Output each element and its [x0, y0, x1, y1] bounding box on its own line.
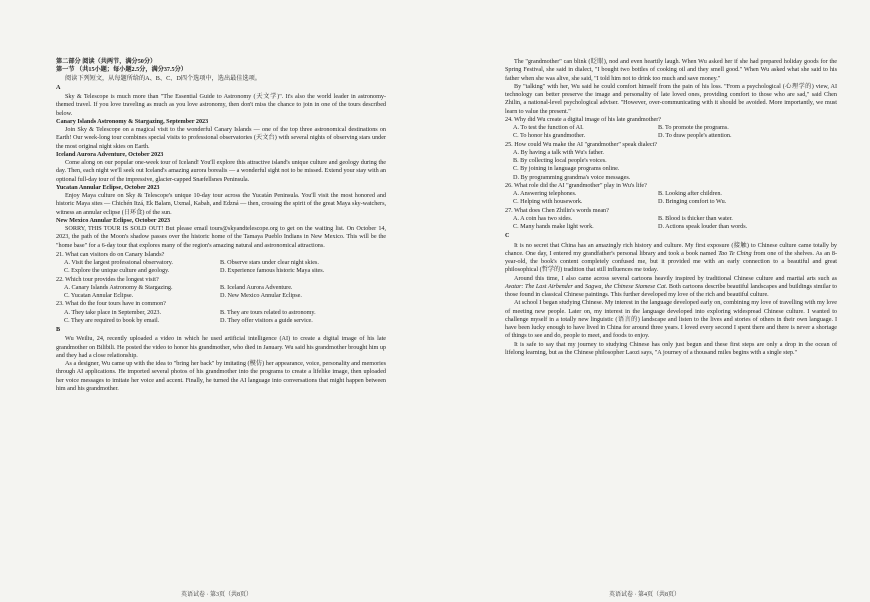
left-page [56, 58, 386, 393]
question-stem: 25. How could Wu make the AI "grandmother" speak dialect? [505, 140, 658, 148]
option: C. To honor his grandmother. [513, 132, 586, 140]
option: B. Observe stars under clear night skies. [220, 259, 319, 266]
option: B. Blood is thicker than water. [658, 214, 733, 222]
option: D. Bringing comfort to Wu. [658, 198, 727, 206]
option: A. To test the function of AI. [513, 124, 584, 131]
passage-a-paragraph: Sky & Telescope is much more than "The Essential Guide to Astronomy (天文学)". It's also the world leader in astronomy-themed travel. If you love traveling as much as you love astronomy, then don't miss the chance to join in one of the tours described below. [56, 93, 386, 117]
question-stem: 24. Why did Wu create a digital image of his late grandmother? [505, 115, 662, 123]
text-run: from one of the shelves. As an 8-year-old, the book's content completely confused me, but it provided me with an early connection to a beautiful and great philosophical (哲学的) tradition that still influences me today. [505, 249, 837, 274]
option: B. By collecting local people's voices. [513, 157, 607, 164]
option: C. Yucatan Annular Eclipse. [64, 292, 134, 299]
option: A. Canary Islands Astronomy & Stargazing. [64, 283, 173, 291]
question-stem: 27. What does Chen Zhilin's words mean? [505, 206, 609, 214]
option: C. By joining in language programs online. [513, 165, 620, 173]
passage-c-paragraph [505, 275, 837, 300]
option: A. Answering telephones. [513, 190, 577, 197]
tour-heading: Canary Islands Astronomy & Stargazing, September 2023 [56, 117, 209, 125]
tour-heading: New Mexico Annular Eclipse, October 2023 [56, 216, 171, 224]
option-row [56, 259, 386, 267]
option-row [505, 132, 837, 140]
passage-a-paragraph: Join Sky & Telescope on a magical visit to the wonderful Canary Islands — one of the top three astronomical destinations on Earth! Our week-long tour combines special visits to professional observatories (天文台) with several nights of observing stars under the most original night skies on Earth. [56, 126, 386, 150]
option: D. They offer visitors a guide service. [220, 316, 313, 324]
option-row [56, 317, 386, 325]
passage-a-paragraph: SORRY, THIS TOUR IS SOLD OUT! But please email tours@skyandtelescope.org to get on the waiting list. On October 14, 2023, the path of the Moon's shadow passes over the historic home of the Tamaya Pueblo Indians in New Mexico. This will be the "home base" for a 6-day tour that explores many of the region's amazing natural and astronomical attractions. [56, 225, 386, 249]
option: C. Helping with housework. [513, 198, 583, 206]
section-subtitle: 第一节 （共15小题；每小题2.5分，满分37.5分） [56, 66, 187, 74]
question-stem: 22. Which tour provides the longest visit? [56, 275, 159, 283]
page-footer-left: 英语试卷 · 第3页（共8页） [181, 592, 252, 598]
option: A. By having a talk with Wu's father. [513, 148, 604, 156]
cartoon-title: Sagwa, the Chinese Siamese Cat [585, 282, 666, 290]
text-run: . Both cartoons describe beautiful landscapes and buildings similar to those found in classical Chinese paintings. This further developed my love of the rich and beautiful culture. [505, 282, 837, 298]
tour-heading: Iceland Aurora Adventure, October 2023 [56, 150, 164, 158]
tour-heading: Yucatan Annular Eclipse, October 2023 [56, 183, 160, 191]
option-row [505, 190, 837, 198]
question-stem: 23. What do the four tours have in common? [56, 300, 166, 308]
option: B. Looking after children. [658, 190, 722, 197]
passage-a-paragraph: Enjoy Maya culture on Sky & Telescope's unique 10-day tour across the Yucatán Peninsula. You'll visit the most honored and historic Maya sites — Chichén Itzá, Ek Balam, Uxmal, Kabah, and Edzná — then, crossing the spirit of the great Maya sky-watchers, witness an annular eclipse (日环食) of the sun. [56, 192, 386, 216]
passage-c-paragraph: It is safe to say that my journey to studying Chinese has only just begun and these first steps are only a drop in the ocean of lifelong learning, but as the Chinese philosopher Laozi says, "A journey of a thousand miles begins with a single step." [505, 340, 837, 356]
passage-a-paragraph: Come along on our popular one-week tour of Iceland! You'll explore this attractive island's unique culture and geology during the day. Then, each night we'll seek out Iceland's amazing aurora borealis — a wonderful sight not to be missed. Extend your stay with an optional full-day tour of the impressive, glacier-capped Snæfellsnes Peninsula. [56, 159, 386, 183]
cartoon-title: Avatar: The Last Airbender [505, 282, 573, 290]
option-row [56, 309, 386, 317]
right-page [505, 58, 837, 357]
passage-c-paragraph [505, 242, 837, 275]
option: D. New Mexico Annular Eclipse. [220, 292, 302, 299]
option: C. Many hands make light work. [513, 223, 594, 230]
option: A. They take place in September, 2023. [64, 308, 161, 316]
option: A. A coin has two sides. [513, 214, 573, 222]
option-row [56, 284, 386, 292]
text-run: and [572, 282, 586, 290]
passage-c-letter: C [505, 232, 510, 240]
option: D. To draw people's attention. [658, 132, 732, 140]
instruction: 阅读下列短文，从每题所给的A、B、C、D四个选项中，选出最佳选项。 [65, 74, 261, 82]
option: A. Visit the largest professional observatory. [64, 259, 173, 266]
passage-b-letter: B [56, 326, 61, 333]
option-row [505, 223, 837, 231]
option: D. Actions speak louder than words. [658, 223, 748, 230]
option: B. Iceland Aurora Adventure. [220, 283, 293, 291]
option: C. They are required to book by email. [64, 316, 160, 324]
option: B. To promote the programs. [658, 124, 729, 131]
option-row [505, 124, 837, 132]
option: D. By programming grandma's voice messages. [513, 173, 631, 181]
passage-a-letter: A [56, 83, 61, 91]
passage-b-paragraph: Wu Weiliu, 24, recently uploaded a video in which he used artificial intelligence (AI) to create a digital image of his late grandmother on Bilibili. He posted the video to honor his grandmother, who died in January. Wu said his grandmother brought him up and they had a close relationship. [56, 335, 386, 359]
option-row [505, 198, 837, 206]
question-stem: 26. What role did the AI "grandmother" play in Wu's life? [505, 181, 647, 189]
passage-b-paragraph: As a designer, Wu came up with the idea to "bring her back" by imitating (模仿) her appearance, voice, personality and memories through AI applications. He imported several photos of his grandmother into the programs to create a lifelike image, then uploaded her voice messages to imitate her voice and accent. Finally, he turned the AI language into conversations that might happen between him and his grandmother. [56, 360, 386, 392]
option: B. They are tours related to astronomy. [220, 308, 316, 316]
option-row [56, 267, 386, 275]
text-run: Around this time, I also came across several cartoons heavily inspired by traditional Chinese culture and martial arts such as [514, 274, 837, 282]
option: D. Experience famous historic Maya sites. [220, 267, 325, 275]
passage-c-paragraph: At school I began studying Chinese. My interest in the language developed early on, combining my love of travelling with my love of meeting new people. Later on, my interest in the language developed into exploring widespread Chinese culture. I wanted to challenge myself in a totally new linguistic (语言的) landscape and listen to the lives and stories of others in their own language. I have been lucky enough to have lived in China for around three years. I loved every second I spent there and there is never a shortage of things to see and do, people to meet, and foods to enjoy. [505, 299, 837, 340]
option-row [505, 215, 837, 223]
passage-b-paragraph: The "grandmother" can blink (眨眼), nod and even heartily laugh. When Wu asked her if she had prepared holiday goods for the Spring Festival, she said in dialect, "I bought two bottles of cooking oil and they smell good." When Wu asked what she said to his father when she was alive, she said, "I told him not to drink too much and save money." [505, 58, 837, 82]
section-title: 第二部分 阅读（共两节，满分50分） [56, 58, 157, 65]
text-run: It is no secret that China has an amazingly rich history and culture. My first exposure (接触) to Chinese culture came totally by chance. One day, I entered my grandfather's personal library and took a book named [505, 241, 837, 257]
option: C. Explore the unique culture and geology. [64, 267, 170, 275]
question-stem: 21. What can visitors do on Canary Islands? [56, 250, 165, 258]
page-footer-right: 英语试卷 · 第4页（共8页） [609, 592, 680, 598]
passage-b-paragraph: By "talking" with her, Wu said he could comfort himself from the pain of his loss. "From a psychological (心理学的) view, AI technology can better preserve the image and personality of late loved ones, providing comfort to those who are sad," said Chen Zhilin, a national-level psychological adviser. "However, over-communicating with it should be avoided. More importantly, we must learn to value the present." [505, 82, 837, 115]
option-row [56, 292, 386, 300]
book-title: Tao Te Ching [718, 249, 752, 257]
